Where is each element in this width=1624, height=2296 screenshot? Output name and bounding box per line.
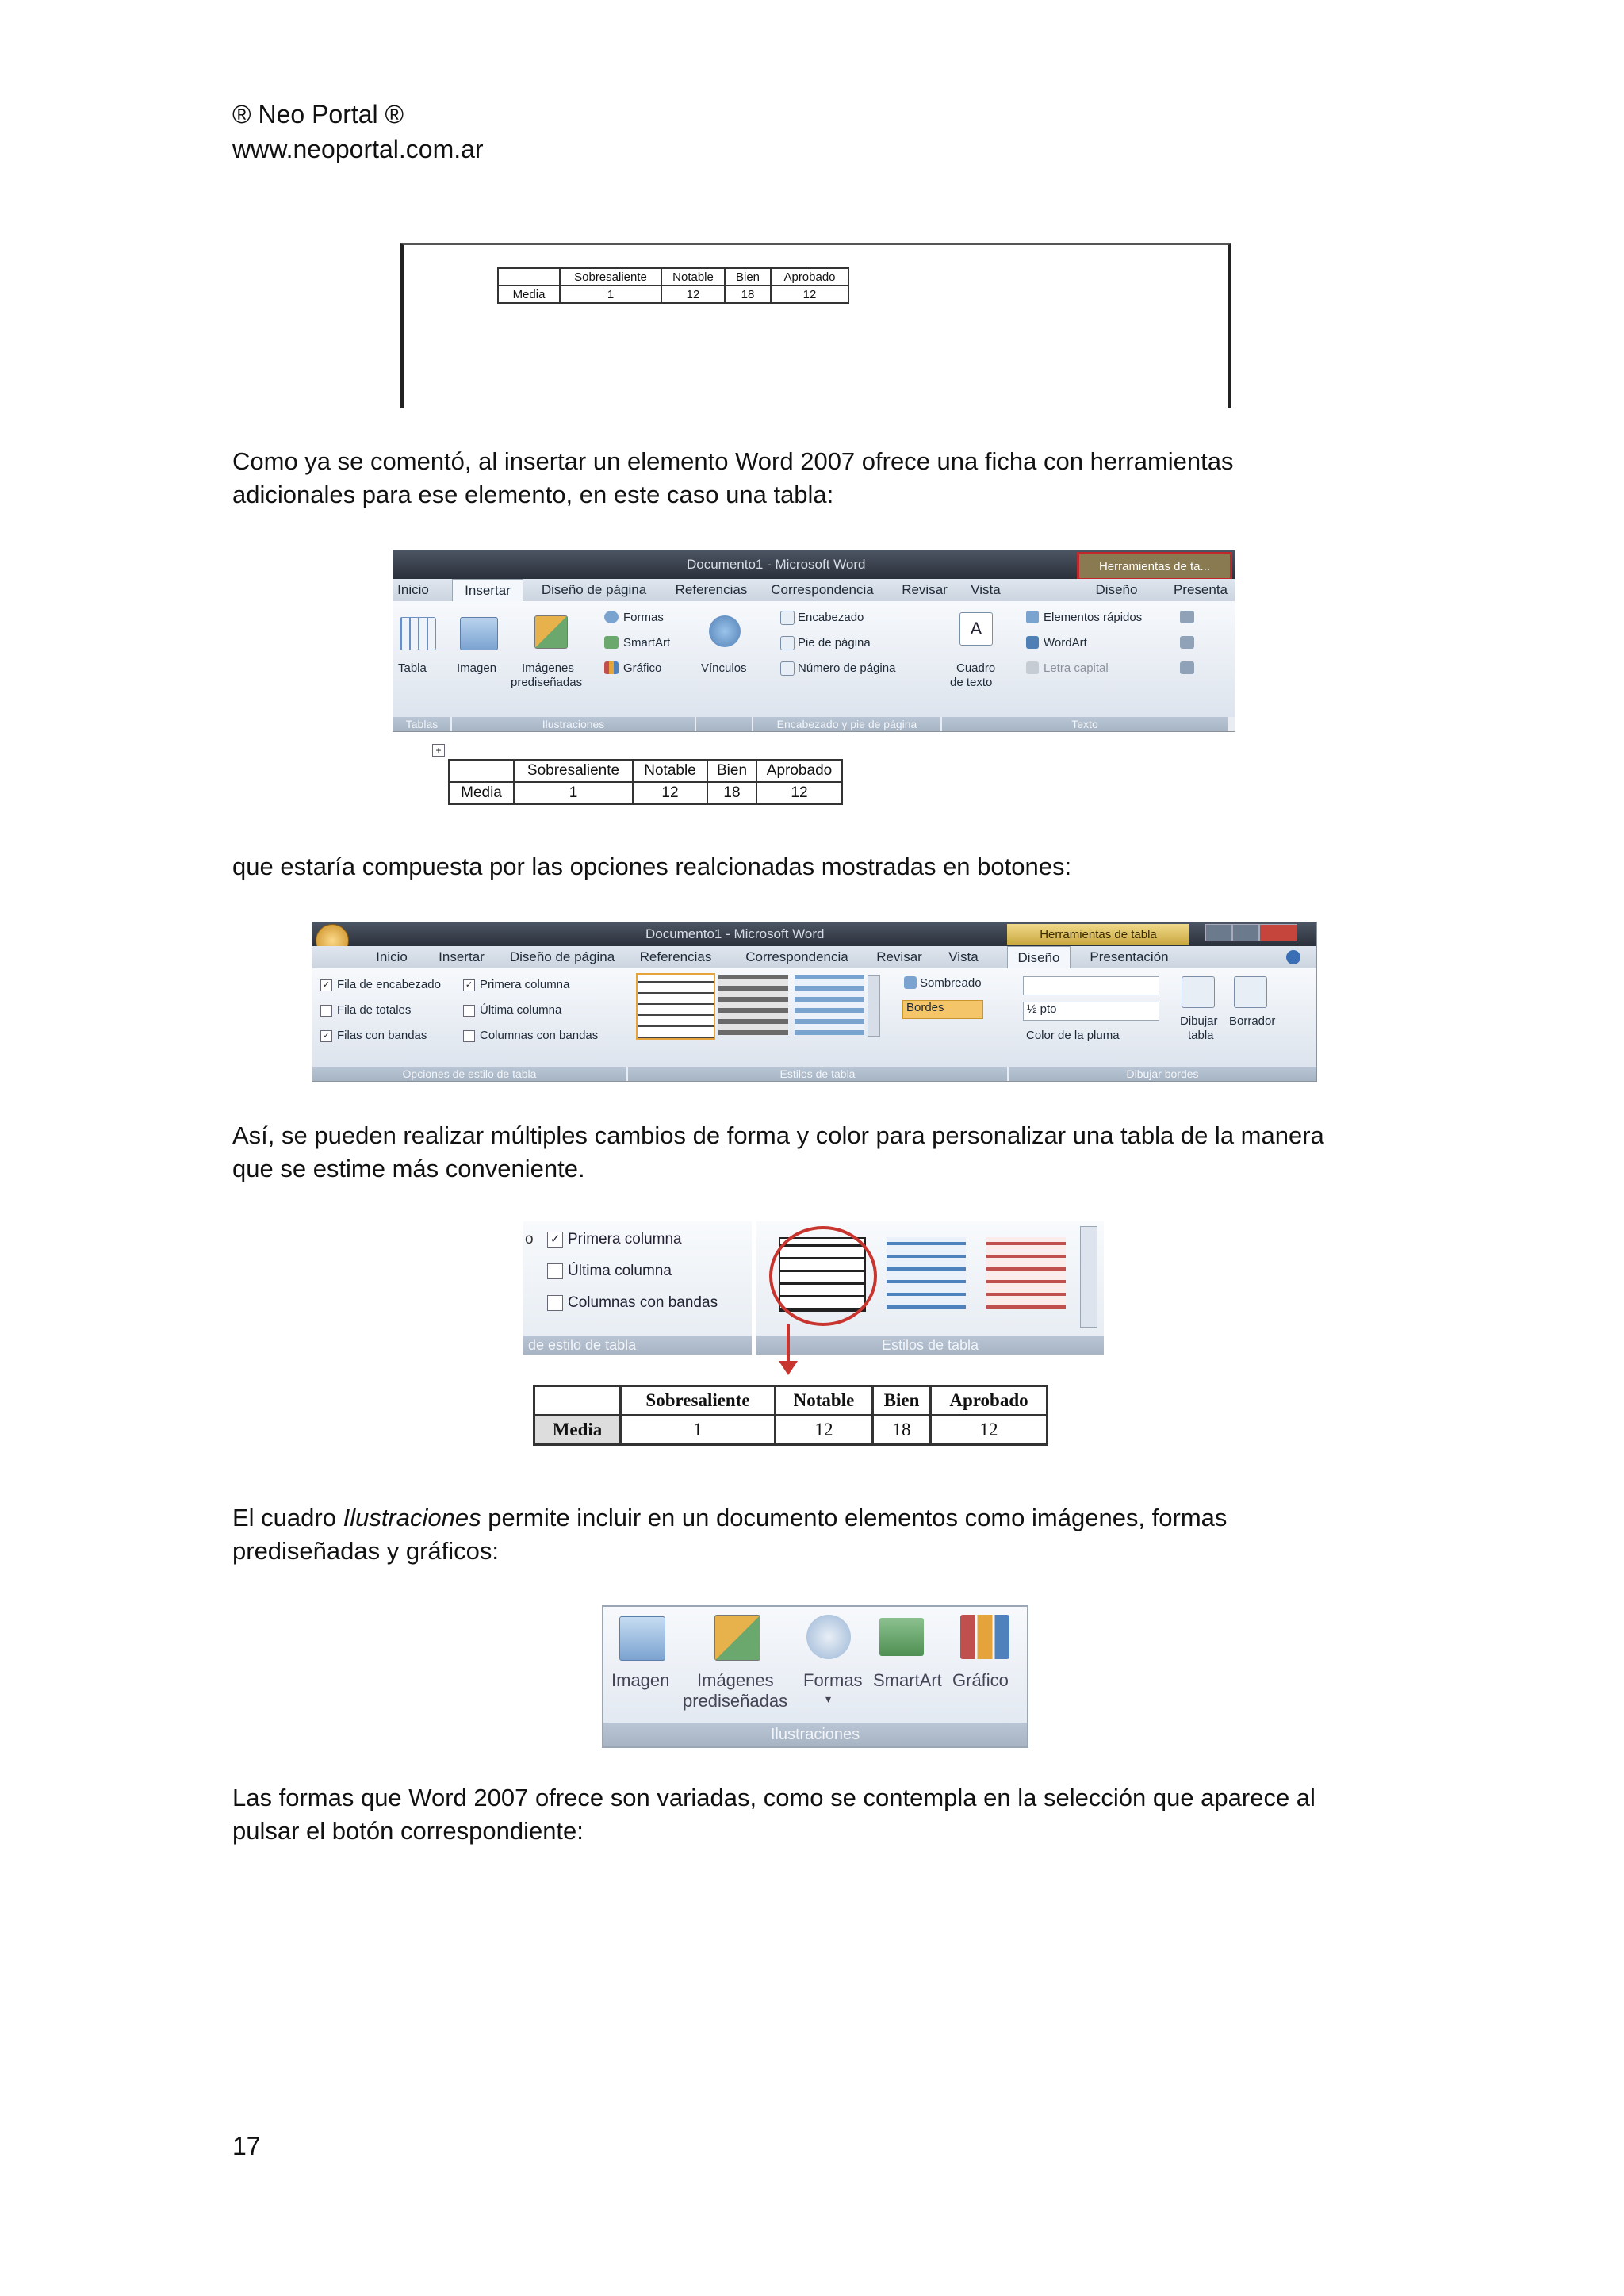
- letra-button[interactable]: Letra capital: [1044, 661, 1109, 675]
- ribbon-tabs: [393, 579, 1235, 601]
- dibujar-line2[interactable]: tabla: [1188, 1029, 1214, 1042]
- tab-vista[interactable]: Vista: [971, 582, 1001, 597]
- maximize-icon[interactable]: [1232, 924, 1259, 941]
- dropcap-icon: [1026, 661, 1039, 674]
- encabezado-button[interactable]: Encabezado: [798, 611, 864, 624]
- context-tab-herramientas[interactable]: Herramientas de ta...: [1077, 552, 1232, 581]
- pen-color-button[interactable]: Color de la pluma: [1026, 1029, 1120, 1042]
- checkbox-checked-icon: ✓: [320, 979, 332, 991]
- cuadro-line1[interactable]: Cuadro: [956, 661, 996, 675]
- header-brand: ® Neo Portal ®: [232, 100, 404, 128]
- smartart-icon: [604, 636, 619, 649]
- clipart-icon[interactable]: [534, 615, 568, 649]
- table-style-blue[interactable]: [795, 975, 864, 1035]
- table-move-handle-icon[interactable]: +: [432, 744, 445, 757]
- checkbox-icon: [547, 1263, 563, 1279]
- paragraph-4: El cuadro Ilustraciones permite incluir en un documento elementos como imágenes, formas prediseñadas y gráficos:: [232, 1504, 1228, 1565]
- smartart-icon[interactable]: [879, 1618, 924, 1656]
- header-icon: [780, 611, 795, 625]
- shapes-icon[interactable]: [806, 1615, 851, 1659]
- ribbon-group-labels-2: [312, 1067, 1316, 1081]
- cuadro-line2[interactable]: de texto: [950, 676, 993, 689]
- picture-icon[interactable]: [460, 617, 498, 650]
- ribbon-body-2: [312, 968, 1316, 1067]
- tab2-diseno[interactable]: Diseño: [1007, 946, 1071, 969]
- tab-diseno-pagina[interactable]: Diseño de página: [541, 582, 647, 597]
- sombreado-button[interactable]: Sombreado: [920, 976, 982, 990]
- opt-columnas-bandas[interactable]: Columnas con bandas: [463, 1029, 598, 1042]
- group-opciones: Opciones de estilo de tabla: [312, 1067, 626, 1081]
- window-title: Documento1 - Microsoft Word: [687, 557, 866, 572]
- imagenes-line1[interactable]: Imágenes: [522, 661, 574, 675]
- paragraph-1: Como ya se comentó, al insertar un elemento Word 2007 ofrece una ficha con herramientas adicionales para ese elemento, en este caso una tabla:: [232, 447, 1234, 508]
- table-style-plain[interactable]: [636, 973, 715, 1040]
- zoom-group-left: de estilo de tabla: [523, 1336, 752, 1355]
- pen-weight-select[interactable]: ½ pto: [1023, 1002, 1159, 1021]
- dibujar-line1[interactable]: Dibujar: [1180, 1014, 1218, 1028]
- tab2-revisar[interactable]: Revisar: [876, 949, 922, 964]
- zoom-opt-primera[interactable]: ✓ Primera columna: [547, 1231, 682, 1248]
- paragraph-5: Las formas que Word 2007 ofrece son variadas, como se contempla en la selección que aparece al pulsar el botón correspondiente:: [232, 1784, 1316, 1845]
- data-table-3: Sobresaliente Notable Bien Aprobado Media 1 12 18 12: [533, 1385, 1048, 1446]
- paragraph-3: Así, se pueden realizar múltiples cambios de forma y color para personalizar una tabla de la manera que se estime más conveniente.: [232, 1121, 1324, 1182]
- shading-icon: [904, 976, 917, 989]
- ilus-imagen[interactable]: Imagen: [611, 1670, 670, 1690]
- textbox-icon[interactable]: A: [959, 612, 993, 646]
- chart-icon: [604, 661, 619, 674]
- chevron-down-icon[interactable]: ▾: [825, 1692, 832, 1705]
- help-icon[interactable]: [1286, 950, 1300, 964]
- wordart-button[interactable]: WordArt: [1044, 636, 1087, 650]
- checkbox-icon: [547, 1295, 563, 1311]
- ilus-group-label: Ilustraciones: [603, 1723, 1027, 1746]
- checkbox-checked-icon: ✓: [463, 979, 475, 991]
- zoom-options-panel: [523, 1221, 752, 1355]
- styles-scroll[interactable]: [868, 975, 880, 1037]
- picture-icon[interactable]: [619, 1616, 665, 1661]
- opt-primera-columna[interactable]: ✓ Primera columna: [463, 978, 569, 991]
- table-icon[interactable]: [400, 617, 436, 650]
- ilus-imagenes-line2[interactable]: prediseñadas: [683, 1691, 788, 1711]
- ribbon-body: [393, 601, 1235, 717]
- imagen-button[interactable]: Imagen: [457, 661, 497, 675]
- borrador-button[interactable]: Borrador: [1229, 1014, 1276, 1028]
- header-url: www.neoportal.com.ar: [232, 135, 484, 163]
- ilus-formas[interactable]: Formas: [803, 1670, 863, 1690]
- checkbox-checked-icon: ✓: [320, 1030, 332, 1042]
- window-title-2: Documento1 - Microsoft Word: [645, 926, 825, 941]
- zoom-style-red[interactable]: [986, 1237, 1066, 1309]
- imagenes-line2[interactable]: prediseñadas: [511, 676, 583, 689]
- group-vinculos: [696, 717, 752, 731]
- eraser-icon[interactable]: [1234, 976, 1267, 1008]
- data-table-2: Sobresaliente Notable Bien Aprobado Media 1 12 18 12: [448, 759, 843, 805]
- tab2-vista[interactable]: Vista: [948, 949, 979, 964]
- draw-table-icon[interactable]: [1182, 976, 1215, 1008]
- wordart-icon: [1026, 636, 1039, 649]
- opt-filas-bandas[interactable]: ✓ Filas con bandas: [320, 1029, 427, 1042]
- checkbox-checked-icon: ✓: [547, 1232, 563, 1248]
- tabla-button[interactable]: Tabla: [398, 661, 427, 675]
- tab-diseno[interactable]: Diseño: [1095, 582, 1138, 597]
- links-icon[interactable]: [709, 615, 741, 647]
- tab-inicio[interactable]: Inicio: [397, 582, 429, 597]
- ilus-smartart[interactable]: SmartArt: [873, 1670, 942, 1690]
- zoom-style-blue[interactable]: [887, 1237, 966, 1309]
- tab2-correspondencia[interactable]: Correspondencia: [745, 949, 848, 964]
- ribbon-titlebar: [393, 550, 1235, 579]
- footer-icon: [780, 636, 795, 650]
- design-ribbon-screenshot: [312, 922, 1317, 1082]
- checkbox-icon: [463, 1030, 475, 1042]
- tab2-diseno-pagina[interactable]: Diseño de página: [509, 949, 615, 964]
- formas-button[interactable]: Formas: [623, 611, 664, 624]
- pie-button[interactable]: Pie de página: [798, 636, 871, 650]
- tab2-insertar[interactable]: Insertar: [439, 949, 485, 964]
- close-icon[interactable]: [1259, 924, 1297, 941]
- arrow-down-icon: [779, 1361, 798, 1375]
- chart-icon[interactable]: [960, 1615, 1009, 1659]
- zoom-styles-scroll[interactable]: [1080, 1226, 1097, 1328]
- tab-presentacion[interactable]: Presenta: [1173, 582, 1228, 597]
- table-style-gray[interactable]: [718, 975, 788, 1035]
- arrow-shaft: [787, 1324, 790, 1363]
- table-style-zoom-screenshot: [523, 1221, 1104, 1447]
- group-dibujar: Dibujar bordes: [1009, 1067, 1316, 1081]
- zoom-styles-panel: [756, 1221, 1104, 1355]
- checkbox-icon: [320, 1005, 332, 1017]
- page-number-icon: [780, 661, 795, 676]
- ribbon-titlebar-2: [312, 922, 1316, 946]
- illustrations-screenshot: [602, 1605, 1028, 1748]
- opt-ultima-columna[interactable]: Última columna: [463, 1003, 561, 1017]
- tab2-presentacion[interactable]: Presentación: [1090, 949, 1169, 964]
- elementos-button[interactable]: Elementos rápidos: [1044, 611, 1143, 624]
- vinculos-button[interactable]: Vínculos: [701, 661, 747, 675]
- clipart-icon[interactable]: [714, 1615, 760, 1661]
- group-tablas: Tablas: [393, 717, 450, 731]
- ilus-grafico[interactable]: Gráfico: [952, 1670, 1009, 1690]
- shapes-icon: [604, 611, 619, 623]
- grafico-button[interactable]: Gráfico: [623, 661, 662, 675]
- zoom-opt-columnas[interactable]: Columnas con bandas: [547, 1294, 718, 1312]
- paragraph-2: que estaría compuesta por las opciones realcionadas mostradas en botones:: [232, 853, 1072, 880]
- bordes-button[interactable]: Bordes: [902, 1000, 983, 1019]
- group-estilos: Estilos de tabla: [628, 1067, 1007, 1081]
- zoom-opt-ultima[interactable]: Última columna: [547, 1263, 672, 1280]
- date-icon[interactable]: [1180, 636, 1194, 649]
- ribbon-tabs-2: [312, 946, 1316, 968]
- opt-fila-encabezado[interactable]: ✓ Fila de encabezado: [320, 978, 441, 991]
- tab2-inicio[interactable]: Inicio: [376, 949, 408, 964]
- ilus-imagenes-line1[interactable]: Imágenes: [697, 1670, 774, 1690]
- zoom-o-prefix: o: [525, 1231, 534, 1248]
- ribbon-group-labels: [393, 717, 1235, 731]
- tab-referencias[interactable]: Referencias: [675, 582, 748, 597]
- opt-fila-totales[interactable]: Fila de totales: [320, 1003, 411, 1017]
- numero-button[interactable]: Número de página: [798, 661, 896, 675]
- page-number: 17: [232, 2132, 261, 2160]
- tab-correspondencia[interactable]: Correspondencia: [771, 582, 874, 597]
- highlight-circle: [769, 1226, 877, 1326]
- pen-style-select[interactable]: [1023, 976, 1159, 995]
- group-ilustraciones: Ilustraciones: [452, 717, 695, 731]
- zoom-group-right: Estilos de tabla: [756, 1336, 1104, 1355]
- context-tab-herramientas-tabla[interactable]: Herramientas de tabla: [1007, 924, 1189, 945]
- insert-ribbon-screenshot: [393, 550, 1235, 732]
- checkbox-icon: [463, 1005, 475, 1017]
- tab-revisar[interactable]: Revisar: [902, 582, 948, 597]
- smartart-button[interactable]: SmartArt: [623, 636, 671, 650]
- table-screenshot-1: [400, 243, 1231, 408]
- tab-insertar[interactable]: Insertar: [452, 579, 523, 602]
- group-encabezado: Encabezado y pie de página: [753, 717, 940, 731]
- data-table-small: Sobresaliente Notable Bien Aprobado Media 1 12 18 12: [497, 267, 849, 304]
- tab2-referencias[interactable]: Referencias: [639, 949, 712, 964]
- quickparts-icon: [1026, 611, 1039, 623]
- signature-icon[interactable]: [1180, 611, 1194, 623]
- group-texto: Texto: [942, 717, 1228, 731]
- minimize-icon[interactable]: [1205, 924, 1232, 941]
- object-icon[interactable]: [1180, 661, 1194, 674]
